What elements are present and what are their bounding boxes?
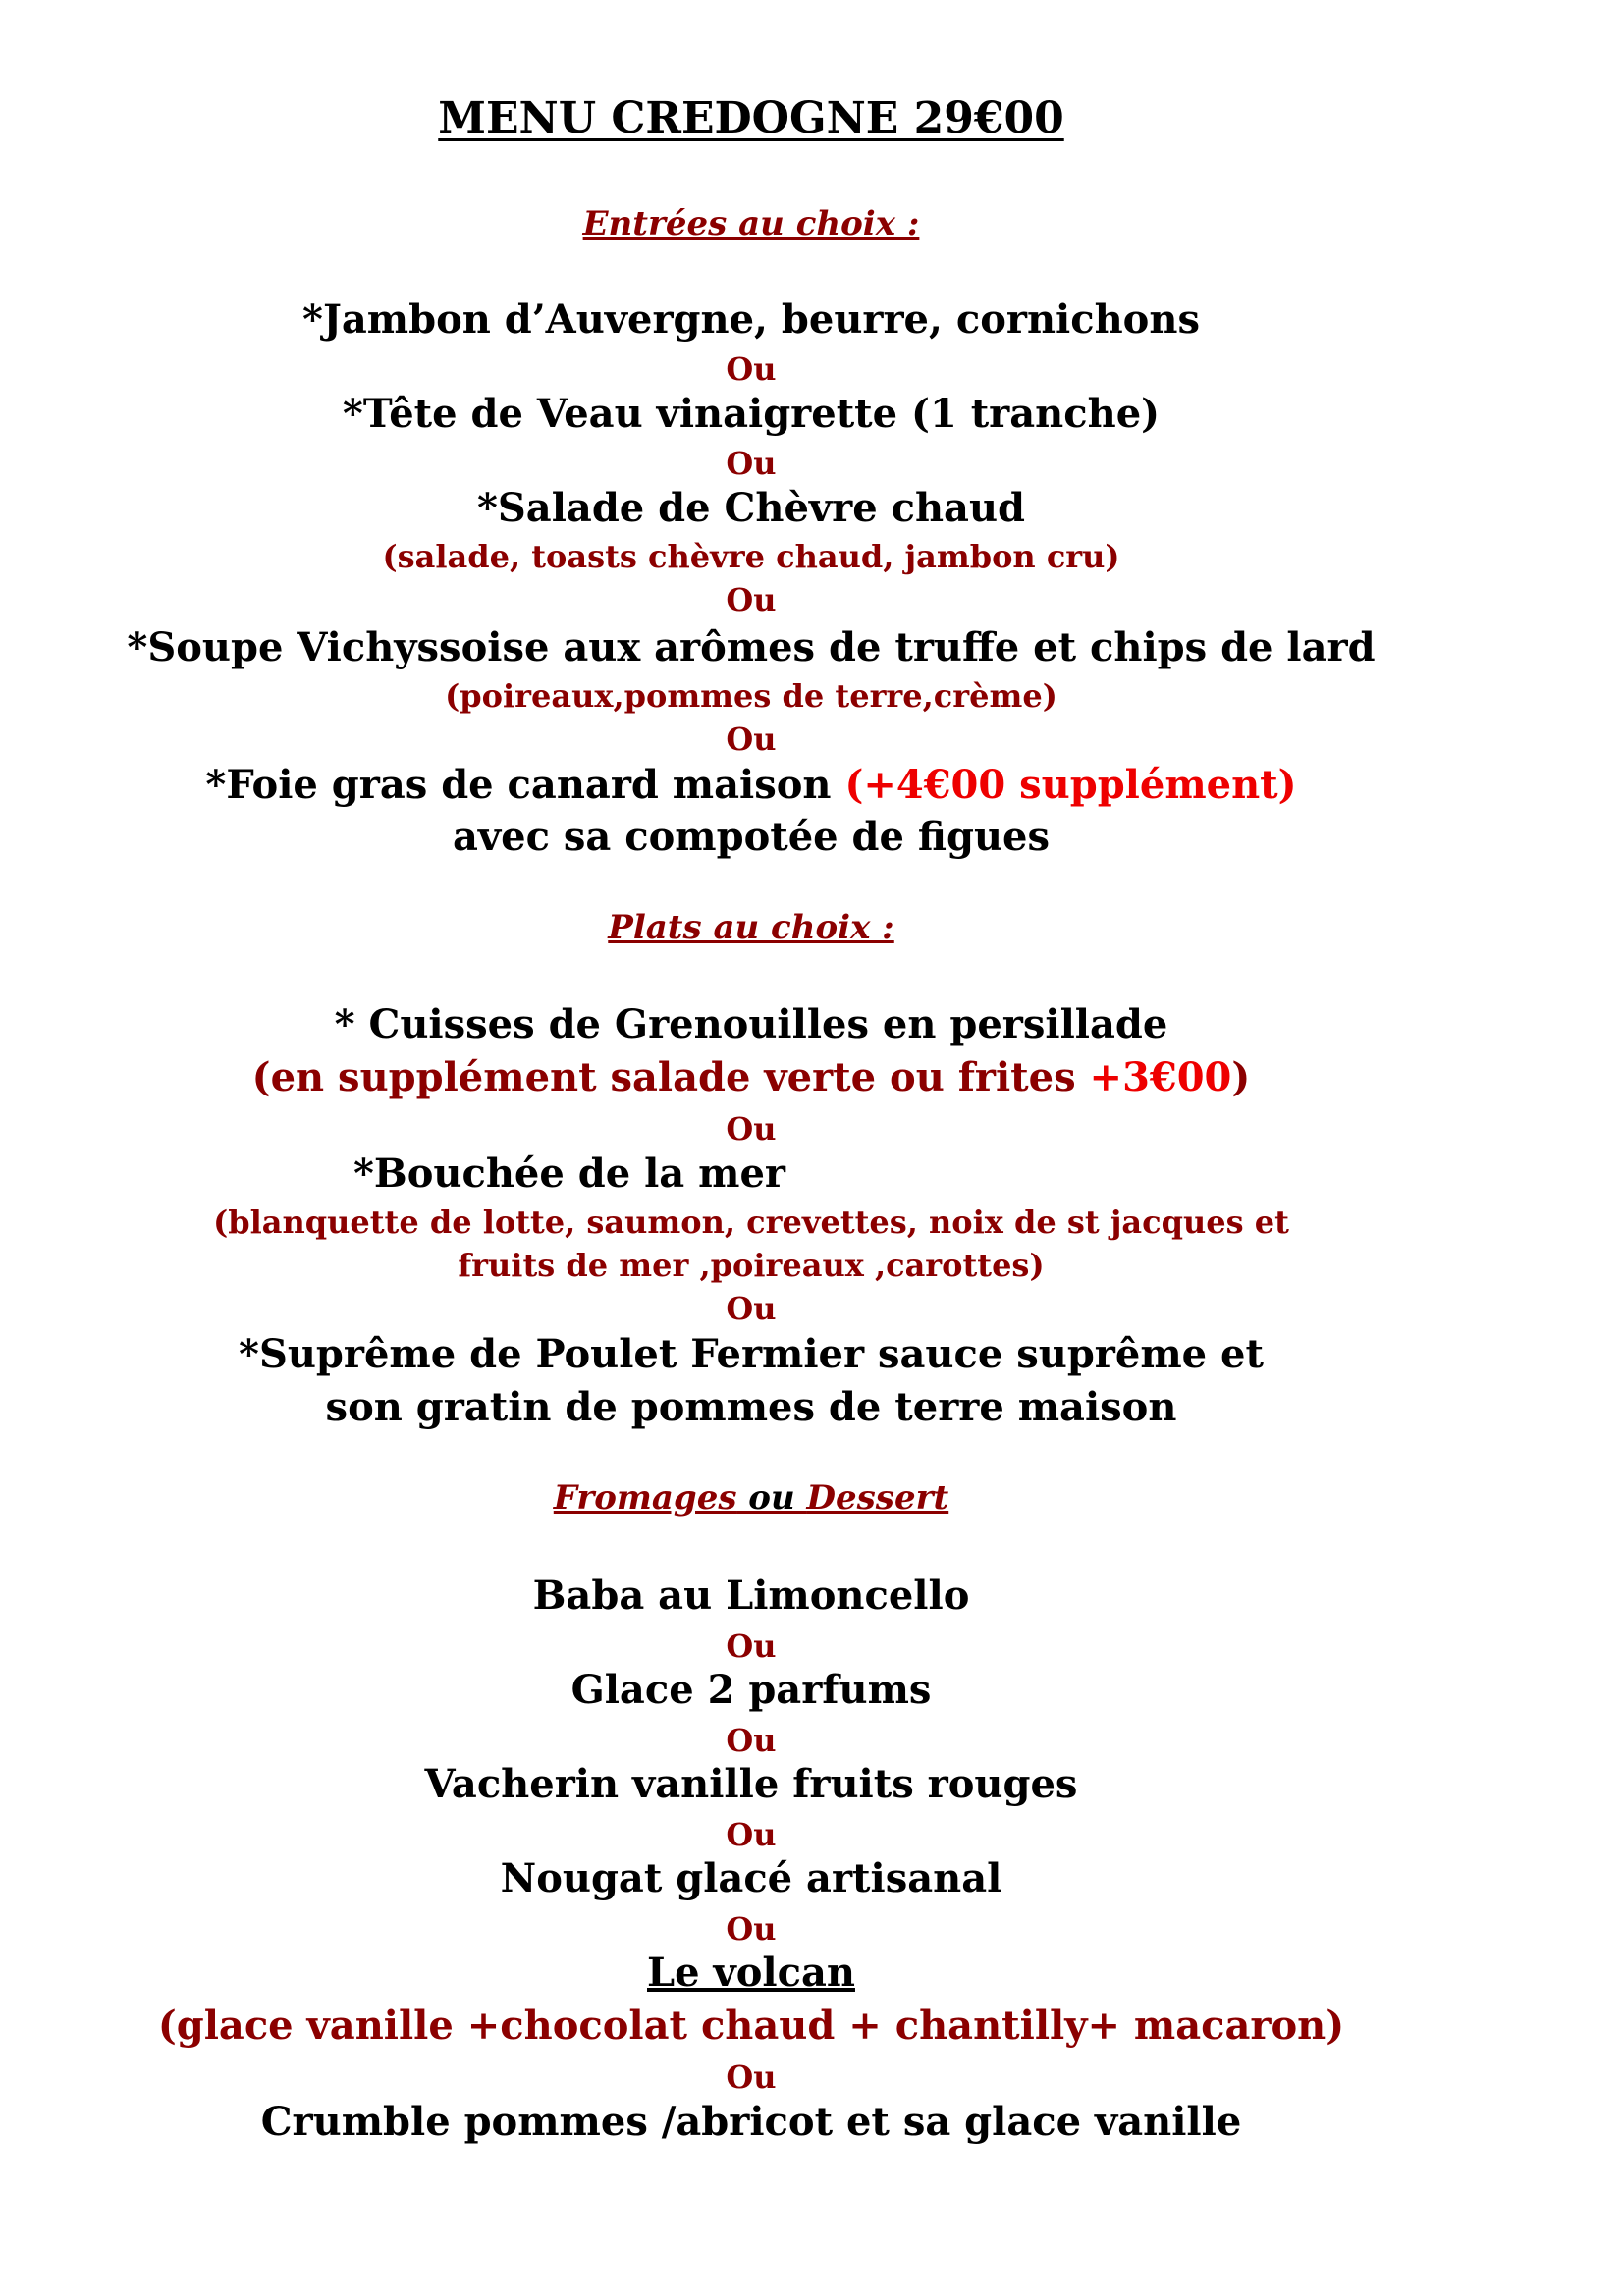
plat-supreme-poulet-1: *Suprême de Poulet Fermier sauce suprême et — [239, 1331, 1264, 1377]
or-separator: Ou — [726, 350, 777, 388]
plat-bouchee-note-2: fruits de mer ,poireaux ,carottes) — [458, 1247, 1045, 1284]
entree-soupe-note: (poireaux,pommes de terre,crème) — [445, 677, 1057, 715]
entree-foie-gras — [0, 762, 1502, 808]
dessert-vacherin: Vacherin vanille fruits rouges — [424, 1761, 1078, 1807]
entree-soupe-vichyssoise: *Soupe Vichyssoise aux arômes de truffe et chips de lard — [127, 624, 1376, 670]
dessert-volcan-note: (glace vanille +chocolat chaud + chantilly+ macaron) — [157, 2002, 1345, 2049]
or-separator: Ou — [726, 1722, 777, 1759]
plats-heading: Plats au choix : — [608, 908, 894, 947]
or-separator: Ou — [726, 1628, 777, 1665]
or-separator: Ou — [726, 1110, 777, 1148]
plat-bouchee-note-1: (blanquette de lotte, saumon, crevettes, noix de st jacques et — [213, 1203, 1289, 1241]
desserts-heading-dessert: Dessert — [806, 1478, 949, 1518]
dessert-nougat: Nougat glacé artisanal — [500, 1855, 1002, 1901]
plat-grenouilles-note-text: (en supplément salade verte ou frites — [251, 1054, 1090, 1100]
entree-foie-gras-supplement: (+4€00 supplément) — [844, 762, 1297, 808]
dessert-crumble: Crumble pommes /abricot et sa glace vanille — [260, 2099, 1242, 2145]
dessert-baba: Baba au Limoncello — [532, 1573, 970, 1619]
or-separator: Ou — [726, 2058, 777, 2096]
menu-title: MENU CREDOGNE 29€00 — [438, 93, 1064, 143]
plat-grenouilles-note — [0, 1054, 1502, 1100]
entree-jambon: *Jambon d’Auvergne, beurre, cornichons — [302, 296, 1200, 343]
plat-bouchee-mer: *Bouchée de la mer — [353, 1150, 785, 1197]
or-separator: Ou — [726, 581, 777, 618]
desserts-heading — [0, 1478, 1502, 1518]
entree-foie-gras-line2: avec sa compotée de figues — [452, 814, 1050, 860]
dessert-glace: Glace 2 parfums — [570, 1667, 932, 1713]
dessert-volcan: Le volcan — [647, 1949, 855, 1996]
or-separator: Ou — [726, 721, 777, 758]
entrees-heading: Entrées au choix : — [582, 204, 920, 243]
entree-tete-de-veau: *Tête de Veau vinaigrette (1 tranche) — [342, 391, 1161, 437]
entree-foie-gras-label: *Foie gras de canard maison — [205, 762, 845, 808]
desserts-heading-ou: ou — [736, 1478, 807, 1518]
plat-grenouilles-note-close: ) — [1231, 1054, 1251, 1100]
or-separator: Ou — [726, 445, 777, 482]
or-separator: Ou — [726, 1290, 777, 1327]
entree-salade-chevre-note: (salade, toasts chèvre chaud, jambon cru) — [382, 538, 1120, 575]
or-separator: Ou — [726, 1910, 777, 1948]
plat-cuisses-grenouilles: * Cuisses de Grenouilles en persillade — [334, 1001, 1168, 1047]
plat-supreme-poulet-2: son gratin de pommes de terre maison — [325, 1384, 1177, 1430]
desserts-heading-fromages: Fromages — [553, 1478, 737, 1518]
plat-grenouilles-price: +3€00 — [1089, 1054, 1232, 1100]
entree-salade-chevre: *Salade de Chèvre chaud — [477, 485, 1025, 531]
or-separator: Ou — [726, 1816, 777, 1853]
dessert-volcan-row — [0, 1949, 1502, 1996]
